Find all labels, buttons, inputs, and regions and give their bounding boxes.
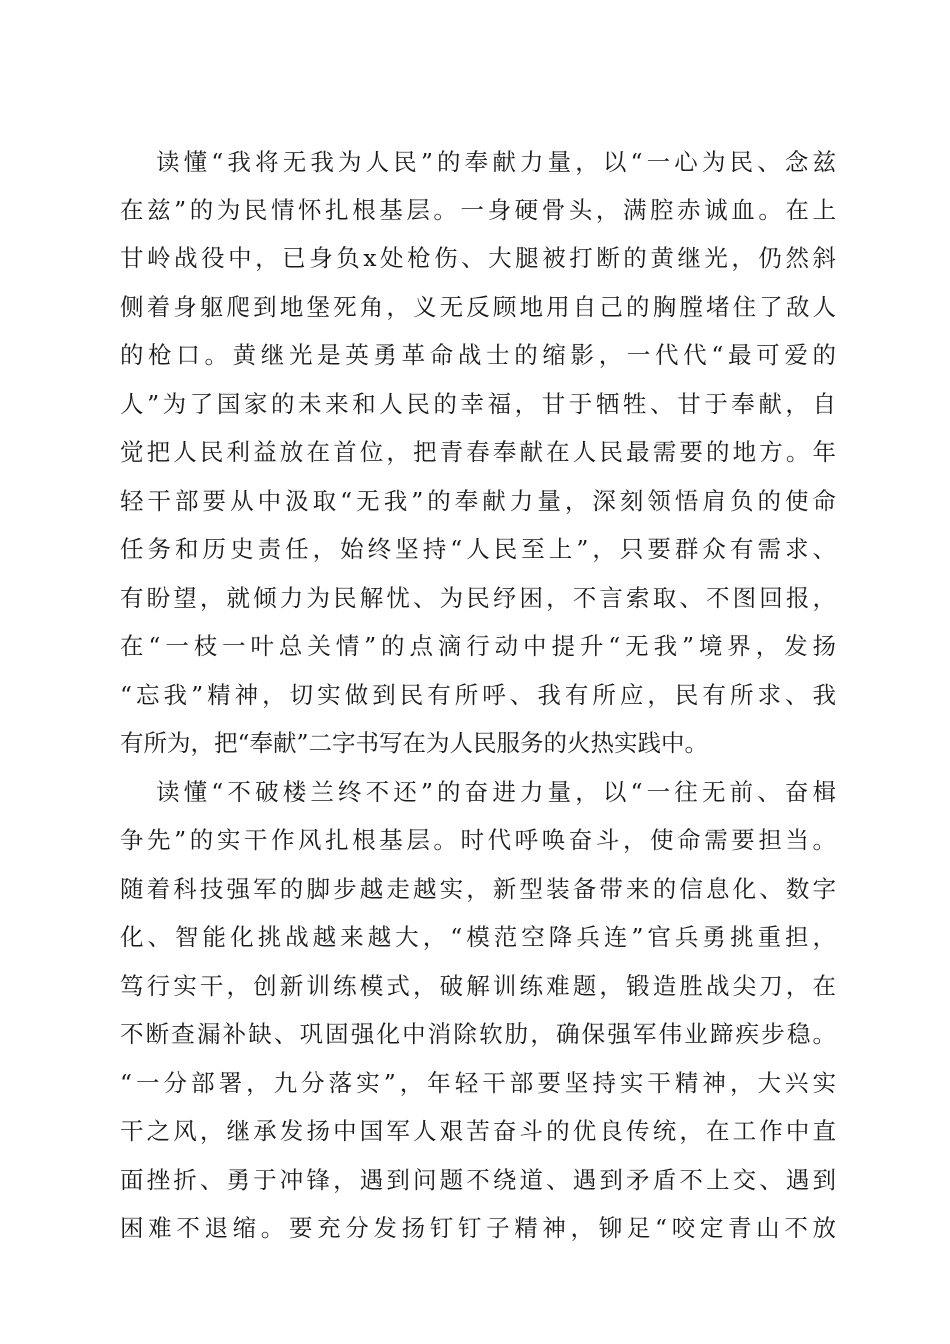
text-line: “忘我”精神，切实做到民有所呼、我有所应，民有所求、我 — [120, 681, 836, 709]
text-line: 有盼望，就倾力为民解忧、为民纾困，不言索取、不图回报， — [120, 584, 836, 612]
text-line: 面挫折、勇于冲锋，遇到问题不绕道、遇到矛盾不上交、遇到 — [120, 1166, 836, 1194]
text-line: 困难不退缩。要充分发扬钉钉子精神，铆足“咬定青山不放 — [120, 1214, 836, 1242]
text-line: 甘岭战役中，已身负x处枪伤、大腿被打断的黄继光，仍然斜 — [120, 244, 836, 272]
text-line: 争先”的实干作风扎根基层。时代呼唤奋斗，使命需要担当。 — [120, 826, 836, 854]
text-line: 轻干部要从中汲取“无我”的奉献力量，深刻领悟肩负的使命 — [120, 487, 836, 515]
text-line: 化、智能化挑战越来越大，“模范空降兵连”官兵勇挑重担， — [120, 923, 836, 951]
text-line: 有所为，把“奉献”二字书写在为人民服务的火热实践中。 — [120, 729, 709, 757]
text-line: 读懂“不破楼兰终不还”的奋进力量，以“一往无前、奋楫 — [156, 778, 836, 806]
text-line: 觉把人民利益放在首位，把青春奉献在人民最需要的地方。年 — [120, 438, 836, 466]
text-line: 不断查漏补缺、巩固强化中消除软肋，确保强军伟业蹄疾步稳。 — [120, 1020, 836, 1048]
text-line: 干之风，继承发扬中国军人艰苦奋斗的优良传统，在工作中直 — [120, 1117, 836, 1145]
text-line: 随着科技强军的脚步越走越实，新型装备带来的信息化、数字 — [120, 875, 836, 903]
text-line: “一分部署，九分落实”，年轻干部要坚持实干精神，大兴实 — [120, 1069, 836, 1097]
text-line: 读懂“我将无我为人民”的奉献力量，以“一心为民、念兹 — [156, 148, 836, 176]
text-line: 在兹”的为民情怀扎根基层。一身硬骨头，满腔赤诚血。在上 — [120, 196, 836, 224]
text-line: 在“一枝一叶总关情”的点滴行动中提升“无我”境界，发扬 — [120, 632, 836, 660]
text-line: 的枪口。黄继光是英勇革命战士的缩影，一代代“最可爱的 — [120, 341, 836, 369]
text-line: 任务和历史责任，始终坚持“人民至上”，只要群众有需求、 — [120, 535, 836, 563]
text-line: 侧着身躯爬到地堡死角，义无反顾地用自己的胸膛堵住了敌人 — [120, 293, 836, 321]
text-line: 人”为了国家的未来和人民的幸福，甘于牺牲、甘于奉献，自 — [120, 390, 836, 418]
text-line: 笃行实干，创新训练模式，破解训练难题，锻造胜战尖刀，在 — [120, 972, 836, 1000]
